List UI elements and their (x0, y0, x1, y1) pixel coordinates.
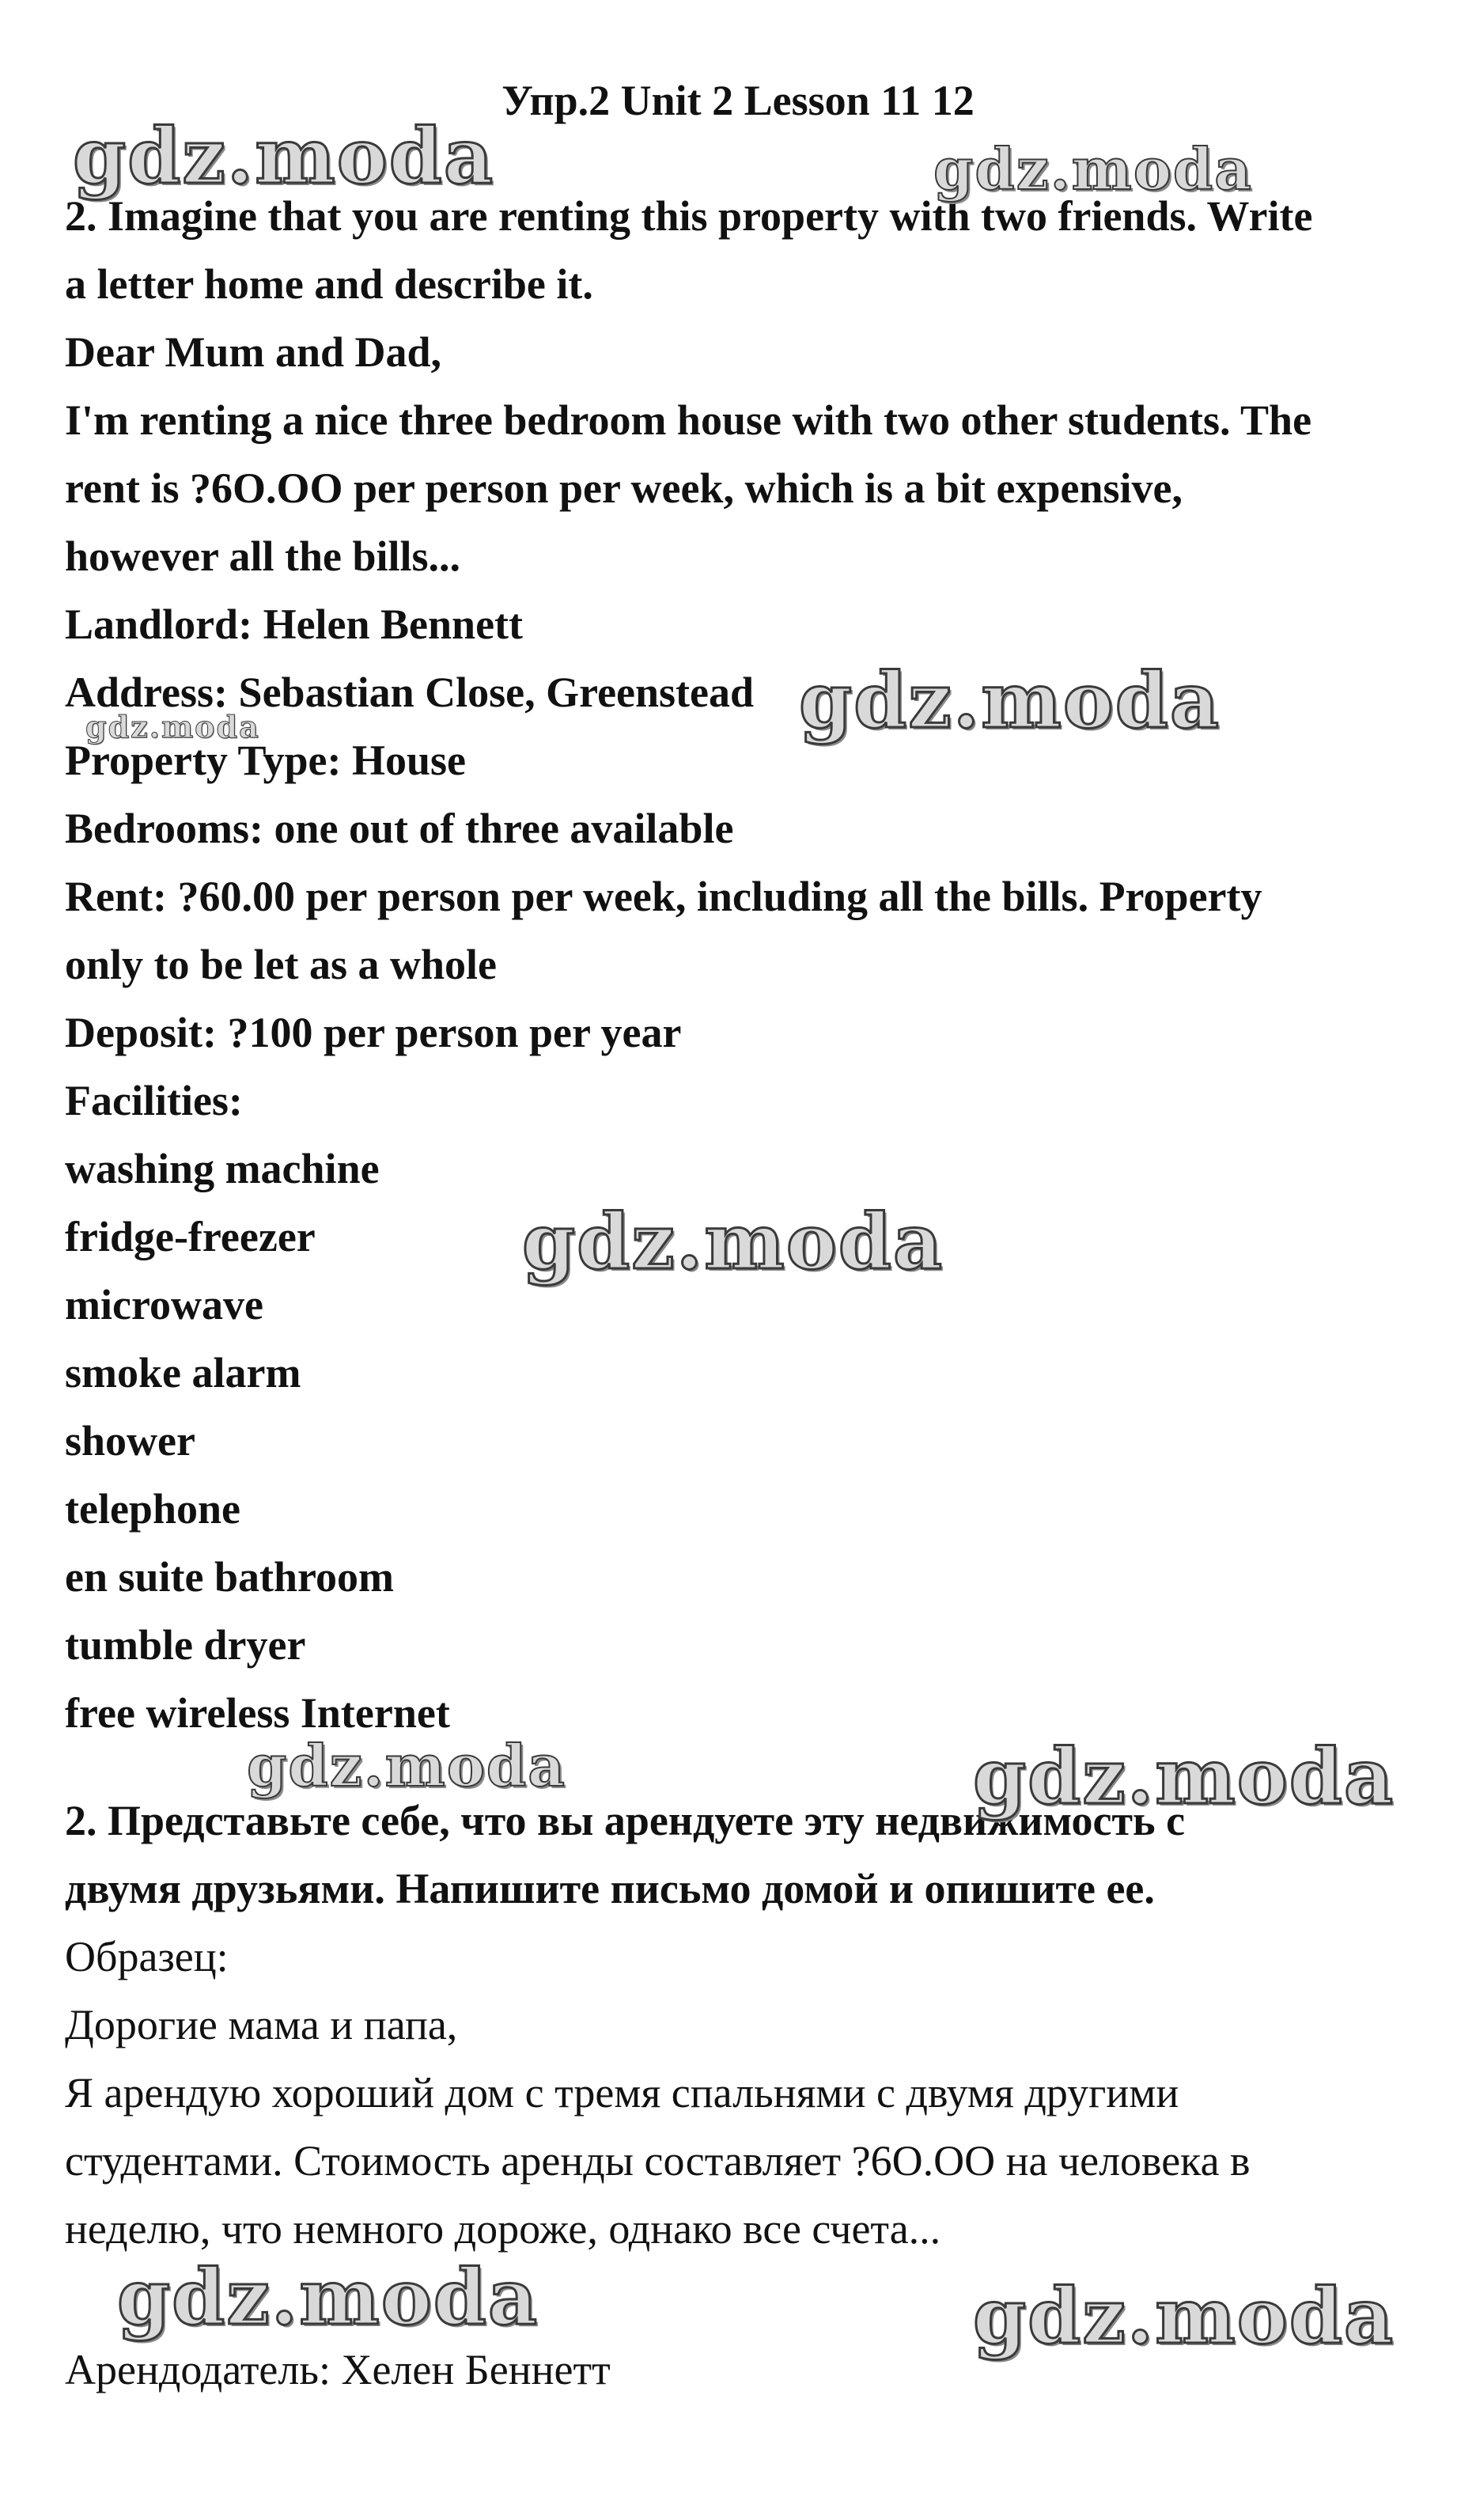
bedrooms-en: Bedrooms: one out of three available (65, 805, 734, 852)
watermark-logo: gdz.moda (522, 1197, 944, 1287)
watermark-logo: gdz.moda (73, 112, 495, 201)
property-type-en: Property Type: House (65, 737, 466, 784)
facility-item: smoke alarm (65, 1349, 301, 1396)
task-text-ru-line-2: двумя друзьями. Напишите письмо домой и опишите ее. (65, 1865, 1155, 1912)
watermark-logo: gdz.moda (973, 1732, 1395, 1821)
letter-text-ru-line-3: неделю, что немного дороже, однако все счета... (65, 2205, 941, 2253)
watermark-logo: gdz.moda (933, 135, 1253, 203)
watermark-logo: gdz.moda (973, 2272, 1395, 2361)
facility-item: telephone (65, 1485, 240, 1533)
task-text-en-line-1: 2. Imagine that you are renting this property with two friends. Write (65, 192, 1313, 240)
page-title: Упр.2 Unit 2 Lesson 11 12 (501, 77, 975, 124)
facility-item: microwave (65, 1281, 263, 1328)
letter-greeting-en: Dear Mum and Dad, (65, 328, 442, 376)
watermark-logo: gdz.moda (247, 1732, 566, 1799)
facility-item: shower (65, 1417, 195, 1465)
rent-en-line-1: Rent: ?60.00 per person per week, including all the bills. Property (65, 873, 1262, 920)
letter-greeting-ru: Дорогие мама и папа, (65, 2001, 458, 2048)
letter-text-en-line-1: I'm renting a nice three bedroom house with two other students. The (65, 396, 1312, 444)
rent-en-line-2: only to be let as a whole (65, 941, 497, 988)
address-en: Address: Sebastian Close, Greenstead (65, 669, 755, 716)
facility-item: tumble dryer (65, 1621, 306, 1669)
landlord-en: Landlord: Helen Bennett (65, 601, 524, 648)
task-text-ru-line-1: 2. Представьте себе, что вы арендуете эту недвижимость с (65, 1797, 1186, 1844)
letter-text-ru-line-1: Я арендую хороший дом с тремя спальнями с двумя другими (65, 2069, 1179, 2116)
facilities-heading: Facilities: (65, 1077, 243, 1124)
facility-item: free wireless Internet (65, 1689, 450, 1737)
watermark-logo: gdz.moda (85, 709, 260, 745)
task-text-en-line-2: a letter home and describe it. (65, 260, 593, 308)
watermark-logo: gdz.moda (799, 656, 1221, 745)
facility-item: washing machine (65, 1145, 380, 1192)
letter-text-en-line-2: rent is ?6O.OO per person per week, which is a bit expensive, (65, 464, 1183, 512)
sample-label-ru: Образец: (65, 1933, 229, 1980)
facility-item: en suite bathroom (65, 1553, 395, 1601)
watermark-logo: gdz.moda (117, 2253, 539, 2342)
landlord-ru: Арендодатель: Хелен Беннетт (65, 2346, 611, 2393)
letter-text-ru-line-2: студентами. Стоимость аренды составляет ?6О.ОО на человека в (65, 2137, 1251, 2185)
deposit-en: Deposit: ?100 per person per year (65, 1009, 682, 1056)
letter-text-en-line-3: however all the bills... (65, 532, 461, 580)
facility-item: fridge-freezer (65, 1213, 316, 1260)
